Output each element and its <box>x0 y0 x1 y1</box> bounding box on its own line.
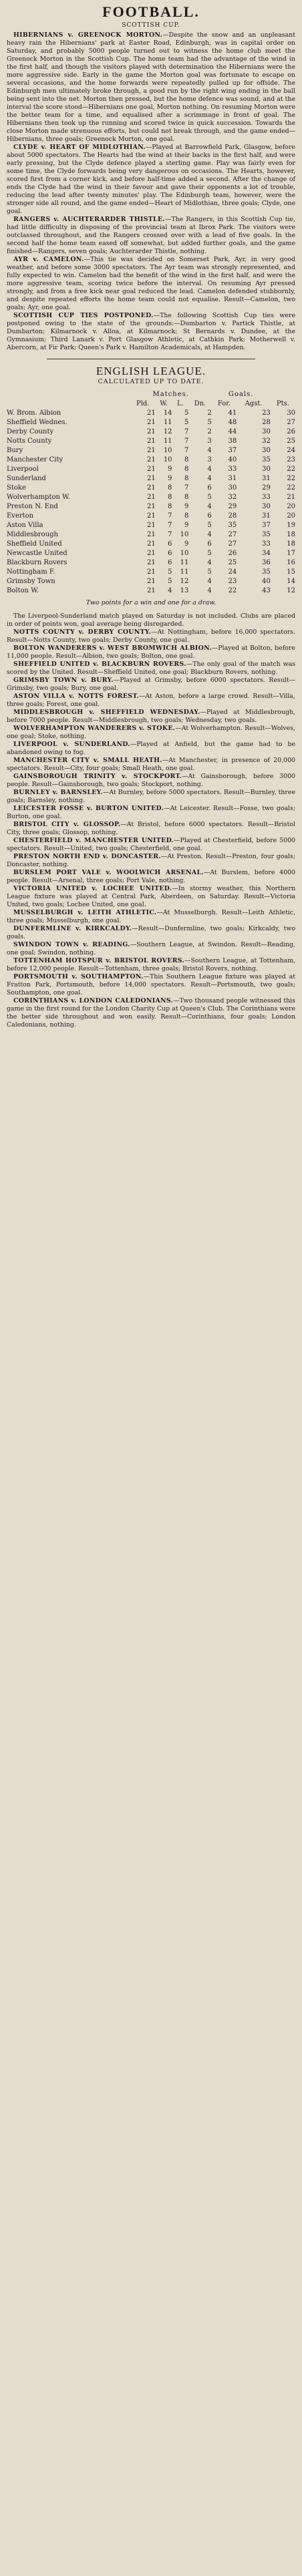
stat-cell-pts: 20 <box>287 512 295 520</box>
stat-cell-pld: 21 <box>147 494 156 501</box>
stat-cell-f: 26 <box>228 550 237 557</box>
stat-cell-f: 37 <box>228 447 237 454</box>
result-paragraph <box>7 628 295 645</box>
table-row <box>7 512 295 521</box>
result-text: —At Burslem, before 4000 people. Result—Arsenal, three goals; Port Vale, nothing. <box>7 869 295 884</box>
result-paragraph <box>7 957 295 973</box>
column-header: Agst. <box>245 400 263 407</box>
league-title: ENGLISH LEAGUE. <box>96 365 206 377</box>
stat-cell-pld: 21 <box>147 419 156 426</box>
stat-cell-l: 8 <box>184 466 189 473</box>
cup-match-report <box>7 312 295 352</box>
stat-cell-f: 31 <box>228 475 237 482</box>
stat-cell-pld: 21 <box>147 503 156 510</box>
stat-cell-d: 4 <box>207 587 212 594</box>
column-header: W. <box>160 400 168 407</box>
stat-cell-pts: 21 <box>287 494 295 501</box>
stat-cell-l: 8 <box>184 494 189 501</box>
report-text: —This tie was decided on Somerset Park, Ayr, in very good weather, and before some 3000 spectators. The Ayr team was strongly represented, and fully expected to win. Camelon had the benefit of the wind in the first half, and were the more aggressive team, scoring twice before the interval. On resuming Ayr pressed strongly, and from a free kick near goal reduced the lead. Camelon defended stubbornly, and despite repeated efforts the home team could not equalise. Result—Camelon, two goals; Ayr, one goal. <box>7 256 295 311</box>
table-row <box>7 446 295 455</box>
stat-cell-pts: 22 <box>287 466 295 473</box>
section-subhead: SCOTTISH CUP. <box>122 22 180 29</box>
stat-cell-d: 4 <box>207 503 212 510</box>
stat-cell-w: 8 <box>168 484 172 492</box>
result-paragraph <box>7 909 295 925</box>
stat-cell-pld: 21 <box>147 540 156 548</box>
stat-cell-w: 9 <box>168 466 172 473</box>
stat-cell-d: 5 <box>207 550 212 557</box>
report-heading: RANGERS v. AUCHTERARDER THISTLE. <box>13 216 165 223</box>
stat-cell-pts: 19 <box>287 522 295 529</box>
stat-cell-pts: 30 <box>287 409 295 417</box>
stat-cell-a: 28 <box>262 419 271 426</box>
stat-cell-d: 4 <box>207 559 212 566</box>
result-heading: ASTON VILLA v. NOTTS FOREST. <box>13 693 139 700</box>
report-heading: CLYDE v. HEART OF MIDLOTHIAN. <box>13 144 146 151</box>
stat-cell-a: 43 <box>262 587 271 594</box>
team-name: Grimsby Town <box>7 578 55 585</box>
stat-cell-w: 8 <box>168 494 172 501</box>
table-row <box>7 530 295 540</box>
stat-cell-pld: 21 <box>147 568 156 576</box>
stat-cell-l: 5 <box>184 419 189 426</box>
stat-cell-d: 3 <box>207 437 212 445</box>
stat-cell-d: 5 <box>207 494 212 501</box>
stat-cell-f: 35 <box>228 522 237 529</box>
team-name: Sheffield United <box>7 540 62 548</box>
stat-cell-w: 7 <box>168 512 172 520</box>
result-text: —Played at Anfield, but the game had to be abandoned owing to fog. <box>7 741 296 756</box>
stat-cell-pld: 21 <box>147 578 156 585</box>
stat-cell-l: 7 <box>184 484 189 492</box>
stat-cell-d: 4 <box>207 447 212 454</box>
result-paragraph <box>7 869 295 885</box>
match-results <box>7 612 295 1029</box>
report-text: —Played at Barrowfield Park, Glasgow, before about 5000 spectators. The Hearts had the wind at their backs in the first half, and were early pressing, but the Clyde defence played a sterling game. Play was fairly even for some time, the Clyde forwards being very dangerous on occasions. The Hearts, however, scored first from a corner kick, and before half-time added a second. After the change of ends the Clyde had the wind in their favour and gave their opponents a lot of trouble, reducing the lead after twenty minutes' play. The Edinburgh team, however, were the stronger side all round, and the game ended—Heart of Midlothian, three goals; Clyde, one goal. <box>7 144 295 215</box>
stat-cell-w: 9 <box>168 475 172 482</box>
stat-cell-l: 9 <box>184 540 189 548</box>
stat-cell-pts: 24 <box>287 447 295 454</box>
stat-cell-l: 8 <box>184 475 189 482</box>
stat-cell-a: 33 <box>262 540 271 548</box>
stat-cell-d: 3 <box>207 456 212 464</box>
stat-cell-d: 5 <box>207 419 212 426</box>
report-heading: AYR v. CAMELON. <box>13 256 84 263</box>
stat-cell-l: 10 <box>180 531 189 538</box>
result-paragraph <box>7 773 295 789</box>
result-paragraph <box>7 709 295 725</box>
result-text: —Two thousand people witnessed this game in the first round for the London Charity Cup at Queen's Club. The Corinthians were the better side throughout and won easily. Result—Corinthians, four goals; London Caledonians, nothing. <box>7 997 295 1029</box>
result-paragraph <box>7 973 295 997</box>
result-paragraph <box>7 821 295 837</box>
result-heading: SHEFFIELD UNITED v. BLACKBURN ROVERS. <box>13 661 186 668</box>
stat-cell-pld: 21 <box>147 428 156 435</box>
stat-cell-pts: 16 <box>287 559 295 566</box>
report-paragraph <box>7 31 295 144</box>
matches-group-label: Matches. <box>152 391 189 398</box>
stat-cell-d: 2 <box>207 428 212 435</box>
result-heading: PORTSMOUTH v. SOUTHAMPTON. <box>13 973 144 980</box>
stat-cell-w: 11 <box>163 437 172 445</box>
stat-cell-w: 6 <box>168 559 172 566</box>
result-text: The Liverpool-Sunderland match played on Saturday is not included. Clubs are placed in order of points won, goal average being disregarded. <box>7 612 295 628</box>
stat-cell-w: 5 <box>168 568 172 576</box>
stat-cell-f: 23 <box>228 578 237 585</box>
table-row <box>7 568 295 577</box>
table-row <box>7 437 295 446</box>
stat-cell-w: 6 <box>168 540 172 548</box>
stat-cell-a: 30 <box>262 447 271 454</box>
team-name: Newcastle United <box>7 550 67 557</box>
stat-cell-pld: 21 <box>147 559 156 566</box>
stat-cell-pts: 14 <box>287 578 295 585</box>
stat-cell-l: 5 <box>184 409 189 417</box>
stat-cell-pld: 21 <box>147 466 156 473</box>
table-row <box>7 455 295 465</box>
team-name: Blackburn Rovers <box>7 559 67 566</box>
result-heading: TOTTENHAM HOTSPUR v. BRISTOL ROVERS. <box>13 957 185 964</box>
cup-match-report <box>7 144 295 216</box>
stat-cell-w: 6 <box>168 550 172 557</box>
stat-cell-f: 33 <box>228 466 237 473</box>
result-text: —At Musselburgh. Result—Leith Athletic, three goals; Musselburgh, one goal. <box>7 909 295 924</box>
result-text: —At Nottingham, before 16,000 spectators. Result—Notts County, two goals; Derby County, one goal. <box>7 628 295 644</box>
result-text: —At Bristol, before 6000 spectators. Result—Bristol City, three goals; Glossop, nothing. <box>7 821 296 836</box>
stat-cell-pld: 21 <box>147 409 156 417</box>
table-row <box>7 493 295 502</box>
stat-cell-w: 14 <box>163 409 172 417</box>
stat-cell-w: 7 <box>168 531 172 538</box>
stat-cell-pts: 23 <box>287 456 295 464</box>
result-heading: LIVERPOOL v. SUNDERLAND. <box>13 741 130 748</box>
stat-cell-w: 11 <box>163 419 172 426</box>
column-header: For. <box>217 400 231 407</box>
report-paragraph <box>7 256 295 312</box>
stat-cell-pts: 22 <box>287 484 295 492</box>
league-table-body <box>7 409 295 596</box>
stat-cell-w: 7 <box>168 522 172 529</box>
stat-cell-a: 31 <box>262 512 271 520</box>
result-text: —This Southern League fixture was played at Fratton Park, Portsmouth, before 14,000 spectators. Result—Portsmouth, two goals; Southampton, one goal. <box>7 973 296 996</box>
result-heading: BRISTOL CITY v. GLOSSOP. <box>13 821 121 828</box>
result-heading: NOTTS COUNTY v. DERBY COUNTY. <box>13 628 152 636</box>
stat-cell-d: 6 <box>207 484 212 492</box>
table-row <box>7 484 295 493</box>
stat-cell-l: 9 <box>184 522 189 529</box>
stat-cell-w: 10 <box>163 456 172 464</box>
stat-cell-l: 7 <box>184 437 189 445</box>
result-text: —At Wolverhampton. Result—Wolves, one goal; Stoke, nothing. <box>7 725 295 740</box>
table-row <box>7 465 295 474</box>
cup-match-reports <box>7 31 295 352</box>
team-name: Sunderland <box>7 475 46 482</box>
stat-cell-a: 40 <box>262 578 271 585</box>
result-text: —In stormy weather, this Northern League fixture was played at Central Park, Aberdeen, on Saturday. Result—Victoria United, two goals; Lochee United, one goal. <box>7 885 295 908</box>
team-name: Preston N. End <box>7 503 58 510</box>
result-heading: PRESTON NORTH END v. DONCASTER. <box>13 853 161 860</box>
stat-cell-a: 36 <box>262 559 271 566</box>
table-row <box>7 558 295 568</box>
table-row <box>7 586 295 596</box>
team-name: Middlesbrough <box>7 531 58 538</box>
result-paragraph <box>7 997 295 1029</box>
stat-cell-a: 35 <box>262 531 271 538</box>
result-paragraph <box>7 612 295 628</box>
stat-cell-a: 37 <box>262 522 271 529</box>
stat-cell-w: 10 <box>163 447 172 454</box>
table-row <box>7 427 295 437</box>
result-heading: MANCHESTER CITY v. SMALL HEATH. <box>13 757 162 764</box>
stat-cell-pld: 21 <box>147 587 156 594</box>
stat-cell-l: 11 <box>180 568 189 576</box>
stat-cell-pts: 12 <box>287 587 295 594</box>
report-heading: SCOTTISH CUP TIES POSTPONED. <box>13 312 154 319</box>
result-heading: MIDDLESBROUGH v. SHEFFIELD WEDNESDAY. <box>13 709 200 716</box>
stat-cell-a: 32 <box>262 437 271 445</box>
team-name: Manchester City <box>7 456 63 464</box>
result-heading: LEICESTER FOSSE v. BURTON UNITED. <box>13 805 164 812</box>
points-note: Two points for a win and one for a draw. <box>86 599 216 606</box>
table-row <box>7 418 295 427</box>
result-text: —Southern League, at Tottenham, before 12,000 people. Result—Tottenham, three goals; Bristol Rovers, nothing. <box>7 957 295 972</box>
result-paragraph <box>7 805 295 821</box>
result-heading: GAINSBOROUGH TRINITY v. STOCKPORT. <box>13 773 182 780</box>
stat-cell-pld: 21 <box>147 456 156 464</box>
result-text: —At Leicester. Result—Fosse, two goals; Burton, one goal. <box>7 805 295 820</box>
result-text: —Played at Chesterfield, before 5000 spectators. Result—United, two goals; Chesterfield, one goal. <box>7 837 296 852</box>
stat-cell-f: 32 <box>228 494 237 501</box>
cup-match-report <box>7 256 295 312</box>
stat-cell-pld: 21 <box>147 531 156 538</box>
result-text: —Played at Bolton, before 11,000 people. Result—Albion, two goals; Bolton, one goal. <box>7 645 295 660</box>
report-text: —Despite the snow and an unpleasant heavy rain the Hibernians' park at Easter Road, Edinburgh, was in capital order on Saturday, and probably 5000 people turned out to witness the home club meet the Greenock Morton in the Scottish Cup. The home team had the advantage of the wind in the first half, and though the visitors played with determination the Hibernians were the more aggressive side. Early in the game the Morton goal was fortunate to escape on several occasions, and the home forwards were repeatedly pulled up for offside. The Edinburgh men ultimately broke through, a good run by the right wing ending in the ball being sent into the net. Morton then pressed, but the home defence was sound, and at the interval the score stood—Hibernians one goal, Morton nothing. On resuming Morton were the better team for a time, and equalised after a scrimmage in front of goal. The Hibernians then took up the running and scored twice in quick succession. Towards the close Morton made strenuous efforts, but could not break through, and the game ended—Hibernians, three goals; Greenock Morton, one goal. <box>7 31 295 143</box>
table-row <box>7 502 295 512</box>
stat-cell-d: 6 <box>207 512 212 520</box>
league-table-header <box>7 399 295 409</box>
result-paragraph <box>7 941 295 957</box>
result-heading: CORINTHIANS v. LONDON CALEDONIANS. <box>13 997 174 1004</box>
stat-cell-pld: 21 <box>147 484 156 492</box>
result-text: —Southern League, at Swindon. Result—Reading, one goal; Swindon, nothing. <box>7 941 295 956</box>
result-heading: CHESTERFIELD v. MANCHESTER UNITED. <box>13 837 174 844</box>
stat-cell-a: 29 <box>262 484 271 492</box>
result-text: —Played at Middlesbrough, before 7000 people. Result—Middlesbrough, two goals; Wednesday, two goals. <box>7 709 296 724</box>
stat-cell-a: 31 <box>262 475 271 482</box>
result-text: —At Preston. Result—Preston, four goals; Doncaster, nothing. <box>7 853 295 868</box>
stat-cell-l: 8 <box>184 512 189 520</box>
stat-cell-f: 27 <box>228 540 237 548</box>
stat-cell-f: 48 <box>228 419 237 426</box>
stat-cell-w: 4 <box>168 587 172 594</box>
column-header: L. <box>177 400 184 407</box>
result-paragraph <box>7 661 295 677</box>
stat-cell-a: 33 <box>262 494 271 501</box>
report-paragraph <box>7 216 295 256</box>
stat-cell-pld: 21 <box>147 437 156 445</box>
team-name: Notts County <box>7 437 52 445</box>
stat-cell-w: 8 <box>168 503 172 510</box>
result-paragraph <box>7 645 295 661</box>
stat-cell-a: 30 <box>262 428 271 435</box>
cup-match-report <box>7 31 295 144</box>
team-name: Bury <box>7 447 23 454</box>
league-subtitle: CALCULATED UP TO DATE. <box>98 378 204 385</box>
stat-cell-f: 25 <box>228 559 237 566</box>
stat-cell-pts: 15 <box>287 568 295 576</box>
result-heading: BURSLEM PORT VALE v. WOOLWICH ARSENAL. <box>13 869 204 876</box>
team-name: Aston Villa <box>7 522 43 529</box>
team-name: Derby County <box>7 428 54 435</box>
team-name: Liverpool <box>7 466 39 473</box>
team-name: Bolton W. <box>7 587 39 594</box>
result-text: —At Manchester, in presence of 20,000 spectators. Result—City, four goals; Small Heath, one goal. <box>7 757 295 772</box>
team-name: W. Brom. Albion <box>7 409 61 417</box>
table-row <box>7 409 295 418</box>
stat-cell-pts: 22 <box>287 475 295 482</box>
stat-cell-d: 4 <box>207 475 212 482</box>
stat-cell-pld: 21 <box>147 522 156 529</box>
stat-cell-pts: 18 <box>287 540 295 548</box>
team-name: Nottingham F. <box>7 568 55 576</box>
stat-cell-l: 11 <box>180 559 189 566</box>
stat-cell-d: 4 <box>207 578 212 585</box>
league-table <box>7 390 295 596</box>
result-heading: BURNLEY v. BARNSLEY. <box>13 789 104 796</box>
column-header: Dn. <box>194 400 206 407</box>
result-heading: MUSSELBURGH v. LEITH ATHLETIC. <box>13 909 157 916</box>
result-paragraph <box>7 741 295 757</box>
stat-cell-pld: 21 <box>147 447 156 454</box>
stat-cell-l: 13 <box>180 587 189 594</box>
stat-cell-a: 30 <box>262 466 271 473</box>
result-text: —At Gainsborough, before 3000 people. Result—Gainsborough, two goals; Stockport, nothing. <box>7 773 296 788</box>
stat-cell-pts: 27 <box>287 419 295 426</box>
result-paragraph <box>7 885 295 909</box>
stat-cell-d: 5 <box>207 522 212 529</box>
result-heading: WOLVERHAMPTON WANDERERS v. STOKE. <box>13 725 176 732</box>
stat-cell-d: 5 <box>207 568 212 576</box>
table-row <box>7 474 295 484</box>
result-text: —The only goal of the match was scored by the United. Result—Sheffield United, one goal; Blackburn Rovers, nothing. <box>7 661 295 676</box>
report-text: —The Rangers, in this Scottish Cup tie, had little difficulty in disposing of the provincial team at Ibrox Park. The visitors were outclassed throughout, and the Rangers crossed over with a lead of five goals. In the second half the home team eased off somewhat, but added further goals, and the game finished—Rangers, seven goals; Auchterarder Thistle, nothing. <box>7 216 295 255</box>
stat-cell-pts: 20 <box>287 503 295 510</box>
result-paragraph <box>7 677 295 693</box>
stat-cell-f: 44 <box>228 428 237 435</box>
stat-cell-a: 34 <box>262 550 271 557</box>
table-row <box>7 549 295 558</box>
result-paragraph <box>7 853 295 869</box>
result-text: —Result—Dunfermline, two goals; Kirkcaldy, two goals. <box>7 925 295 940</box>
stat-cell-l: 8 <box>184 456 189 464</box>
stat-cell-pld: 21 <box>147 512 156 520</box>
result-paragraph <box>7 925 295 941</box>
result-heading: DUNFERMLINE v. KIRKCALDY. <box>13 925 132 932</box>
stat-cell-f: 40 <box>228 456 237 464</box>
result-paragraph <box>7 837 295 853</box>
table-row <box>7 577 295 586</box>
table-row <box>7 521 295 530</box>
result-text: —At Burnley, before 5000 spectators. Result—Burnley, three goals; Barnsley, nothing. <box>7 789 296 804</box>
stat-cell-a: 23 <box>262 409 271 417</box>
report-heading: HIBERNIANS v. GREENOCK MORTON. <box>13 31 163 39</box>
result-heading: GRIMSBY TOWN v. BURY. <box>13 677 114 684</box>
report-text: —The following Scottish Cup ties were postponed owing to the state of the grounds:—Dumbarton v. Partick Thistle, at Dumbarton; Kilmarnock v. Alloa, at Kilmarnock; St Bernards v. Dundee, at the Gymnasium; Third Lanark v. Port Glasgow Athletic, at Cathkin Park; Motherwell v. Abercorn, at Fir Park; Queen's Park v. Hamilton Academicals, at Hampden. <box>7 312 295 351</box>
result-heading: VICTORIA UNITED v. LOCHEE UNITED. <box>13 885 172 892</box>
table-row <box>7 540 295 549</box>
result-paragraph <box>7 757 295 773</box>
team-name: Sheffield Wednes. <box>7 419 67 426</box>
result-paragraph <box>7 789 295 805</box>
team-name: Wolverhampton W. <box>7 494 70 501</box>
league-table-group-header <box>7 390 295 399</box>
stat-cell-w: 12 <box>163 428 172 435</box>
stat-cell-pld: 21 <box>147 475 156 482</box>
section-masthead: FOOTBALL. <box>102 3 200 20</box>
stat-cell-f: 38 <box>228 437 237 445</box>
stat-cell-d: 4 <box>207 466 212 473</box>
stat-cell-l: 12 <box>180 578 189 585</box>
team-name: Stoke <box>7 484 26 492</box>
stat-cell-d: 6 <box>207 540 212 548</box>
stat-cell-a: 35 <box>262 568 271 576</box>
stat-cell-f: 30 <box>228 484 237 492</box>
column-header: Pts. <box>276 400 289 407</box>
stat-cell-f: 28 <box>228 512 237 520</box>
stat-cell-d: 4 <box>207 531 212 538</box>
stat-cell-l: 9 <box>184 503 189 510</box>
goals-group-label: Goals. <box>229 391 254 398</box>
stat-cell-pts: 17 <box>287 550 295 557</box>
stat-cell-pts: 26 <box>287 428 295 435</box>
result-paragraph <box>7 725 295 741</box>
stat-cell-pts: 25 <box>287 437 295 445</box>
team-name: Everton <box>7 512 34 520</box>
stat-cell-f: 22 <box>228 587 237 594</box>
report-paragraph <box>7 312 295 352</box>
stat-cell-pts: 18 <box>287 531 295 538</box>
stat-cell-f: 41 <box>228 409 237 417</box>
stat-cell-w: 5 <box>168 578 172 585</box>
column-header: Pld. <box>136 400 150 407</box>
stat-cell-l: 10 <box>180 550 189 557</box>
result-heading: BOLTON WANDERERS v. WEST BROMWICH ALBION. <box>13 645 212 652</box>
report-paragraph <box>7 144 295 216</box>
stat-cell-d: 2 <box>207 409 212 417</box>
cup-match-report <box>7 216 295 256</box>
result-text: —Played at Grimsby, before 6000 spectators. Result—Grimsby, two goals; Bury, one goal. <box>7 677 295 692</box>
result-paragraph <box>7 693 295 709</box>
stat-cell-f: 24 <box>228 568 237 576</box>
stat-cell-pld: 21 <box>147 550 156 557</box>
stat-cell-a: 35 <box>262 456 271 464</box>
result-heading: SWINDON TOWN v. READING. <box>13 941 130 948</box>
stat-cell-a: 30 <box>262 503 271 510</box>
result-text: —At Aston, before a large crowd. Result—Villa, three goals; Forest, one goal. <box>7 693 295 708</box>
stat-cell-f: 29 <box>228 503 237 510</box>
stat-cell-l: 7 <box>184 428 189 435</box>
stat-cell-l: 7 <box>184 447 189 454</box>
stat-cell-f: 27 <box>228 531 237 538</box>
